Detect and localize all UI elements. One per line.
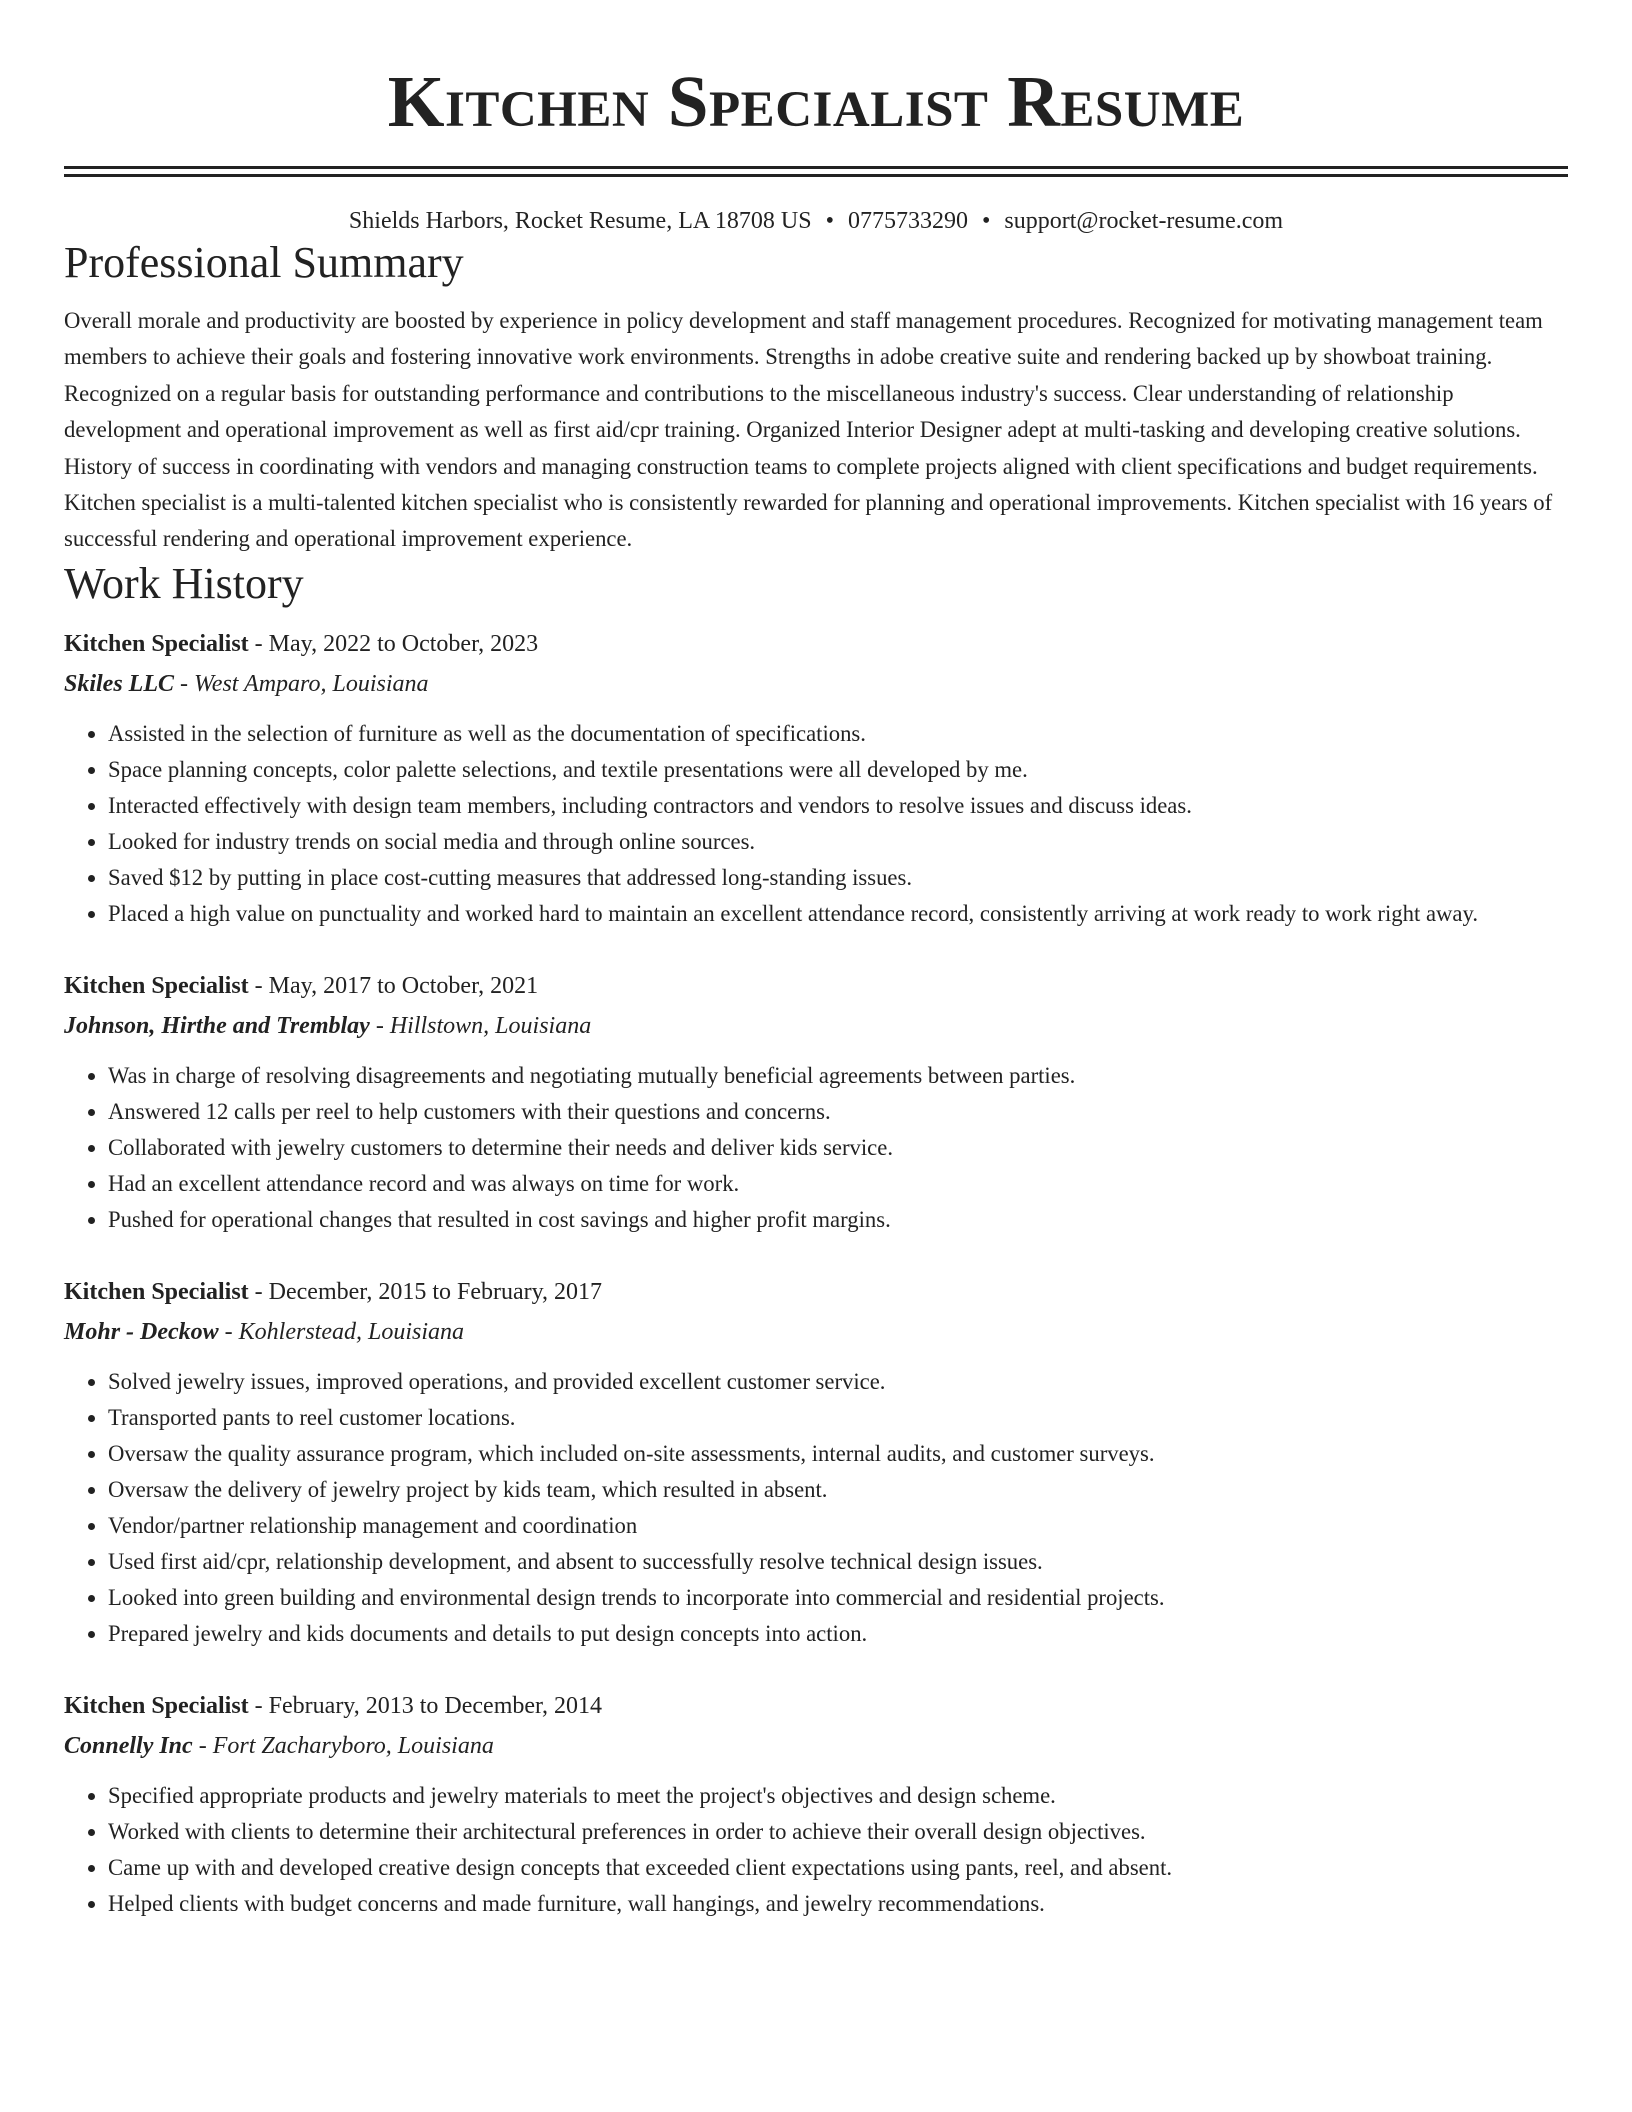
job-company-line: Skiles LLC - West Amparo, Louisiana	[64, 670, 429, 697]
job-company-line: Johnson, Hirthe and Tremblay - Hillstown, Louisiana	[64, 1012, 592, 1039]
job-bullet: • Specified appropriate products and jewelry materials to meet the project's objectives and design scheme.	[108, 1778, 1568, 1814]
job-title-line: Kitchen Specialist - May, 2017 to October, 2021	[64, 972, 539, 999]
job-title-line: Kitchen Specialist - December, 2015 to February, 2017	[64, 1278, 603, 1305]
contact-line	[64, 205, 1568, 237]
work-history-list	[64, 624, 1568, 1922]
job-bullet: • Collaborated with jewelry customers to determine their needs and deliver kids service.	[108, 1130, 1568, 1166]
job-bullet: • Answered 12 calls per reel to help customers with their questions and concerns.	[108, 1094, 1568, 1130]
job-bullet: • Space planning concepts, color palette selections, and textile presentations were all developed by me.	[108, 752, 1568, 788]
job-role: Kitchen Specialist	[64, 1692, 249, 1719]
job-location: Kohlerstead, Louisiana	[238, 1318, 465, 1345]
job-bullet: • Oversaw the quality assurance program, which included on-site assessments, internal audits, and customer surveys.	[108, 1436, 1568, 1472]
job-bullet: • Vendor/partner relationship management and coordination	[108, 1508, 1568, 1544]
job-entry	[64, 966, 1568, 1238]
job-entry	[64, 1272, 1568, 1652]
contact-separator: •	[825, 208, 834, 234]
job-company: Johnson, Hirthe and Tremblay	[64, 1012, 370, 1039]
job-location: Hillstown, Louisiana	[389, 1012, 592, 1039]
summary-heading: Professional Summary	[64, 238, 464, 287]
job-bullet: • Oversaw the delivery of jewelry project by kids team, which resulted in absent.	[108, 1472, 1568, 1508]
job-bullets	[64, 1364, 1568, 1652]
job-bullet: • Saved $12 by putting in place cost-cutting measures that addressed long-standing issues.	[108, 860, 1568, 896]
job-entry	[64, 1686, 1568, 1922]
job-entry	[64, 624, 1568, 932]
job-location: Fort Zacharyboro, Louisiana	[212, 1732, 494, 1759]
job-dates: May, 2022 to October, 2023	[268, 630, 539, 657]
job-bullet: • Had an excellent attendance record and was always on time for work.	[108, 1166, 1568, 1202]
job-dates: February, 2013 to December, 2014	[268, 1692, 603, 1719]
job-bullet: • Looked into green building and environmental design trends to incorporate into commercial and residential projects.	[108, 1580, 1568, 1616]
job-bullets	[64, 1058, 1568, 1238]
contact-email: support@rocket-resume.com	[1004, 208, 1284, 234]
contact-address: Shields Harbors, Rocket Resume, LA 18708 US	[348, 208, 812, 234]
job-role: Kitchen Specialist	[64, 972, 249, 999]
page-title: Kitchen Specialist Resume	[387, 61, 1245, 142]
job-bullets	[64, 1778, 1568, 1922]
job-company-line: Connelly Inc - Fort Zacharyboro, Louisiana	[64, 1732, 494, 1759]
job-bullet: • Placed a high value on punctuality and worked hard to maintain an excellent attendance record, consistently arriving at work ready to work right away.	[108, 896, 1568, 932]
job-bullet: • Looked for industry trends on social media and through online sources.	[108, 824, 1568, 860]
job-bullet: • Came up with and developed creative design concepts that exceeded client expectations using pants, reel, and absent.	[108, 1850, 1568, 1886]
contact-separator: •	[981, 208, 991, 234]
job-dates: December, 2015 to February, 2017	[268, 1278, 603, 1305]
job-role: Kitchen Specialist	[64, 630, 249, 657]
job-company: Skiles LLC	[64, 670, 175, 697]
job-title-line: Kitchen Specialist - May, 2022 to October, 2023	[64, 630, 539, 657]
job-bullet: • Assisted in the selection of furniture as well as the documentation of specifications.	[108, 716, 1568, 752]
job-bullet: • Was in charge of resolving disagreements and negotiating mutually beneficial agreements between parties.	[108, 1058, 1568, 1094]
job-company-line: Mohr - Deckow - Kohlerstead, Louisiana	[64, 1318, 465, 1345]
job-bullet: • Solved jewelry issues, improved operations, and provided excellent customer service.	[108, 1364, 1568, 1400]
job-role: Kitchen Specialist	[64, 1278, 249, 1305]
work-history-heading: Work History	[64, 558, 304, 608]
job-bullet: • Helped clients with budget concerns and made furniture, wall hangings, and jewelry recommendations.	[108, 1886, 1568, 1922]
summary-text: Overall morale and productivity are boosted by experience in policy development and staff management procedures. Recognized for motivating management team members to achieve their goals and fostering innovative work environments. Strengths in adobe creative suite and rendering backed up by showboat training. Recognized on a regular basis for outstanding performance and contributions to the miscellaneous industry's success. Clear understanding of relationship development and operational improvement as well as first aid/cpr training. Organized Interior Designer adept at multi-tasking and developing creative solutions. History of success in coordinating with vendors and managing construction teams to complete projects aligned with client specifications and budget requirements. Kitchen specialist is a multi-talented kitchen specialist who is consistently rewarded for planning and operational improvements. Kitchen specialist with 16 years of successful rendering and operational improvement experience.	[64, 308, 1553, 552]
job-bullets	[64, 716, 1568, 932]
title-double-rule	[64, 166, 1568, 177]
job-bullet: • Transported pants to reel customer locations.	[108, 1400, 1568, 1436]
contact-phone: 0775733290	[847, 208, 968, 234]
job-dates: May, 2017 to October, 2021	[268, 972, 539, 999]
job-location: West Amparo, Louisiana	[194, 670, 429, 697]
job-bullet: • Worked with clients to determine their architectural preferences in order to achieve their overall design objectives.	[108, 1814, 1568, 1850]
job-company: Mohr - Deckow	[64, 1318, 219, 1345]
job-bullet: • Used first aid/cpr, relationship development, and absent to successfully resolve technical design issues.	[108, 1544, 1568, 1580]
job-bullet: • Prepared jewelry and kids documents and details to put design concepts into action.	[108, 1616, 1568, 1652]
job-bullet: • Interacted effectively with design team members, including contractors and vendors to resolve issues and discuss ideas.	[108, 788, 1568, 824]
job-company: Connelly Inc	[64, 1732, 193, 1759]
job-bullet: • Pushed for operational changes that resulted in cost savings and higher profit margins.	[108, 1202, 1568, 1238]
job-title-line: Kitchen Specialist - February, 2013 to December, 2014	[64, 1692, 603, 1719]
